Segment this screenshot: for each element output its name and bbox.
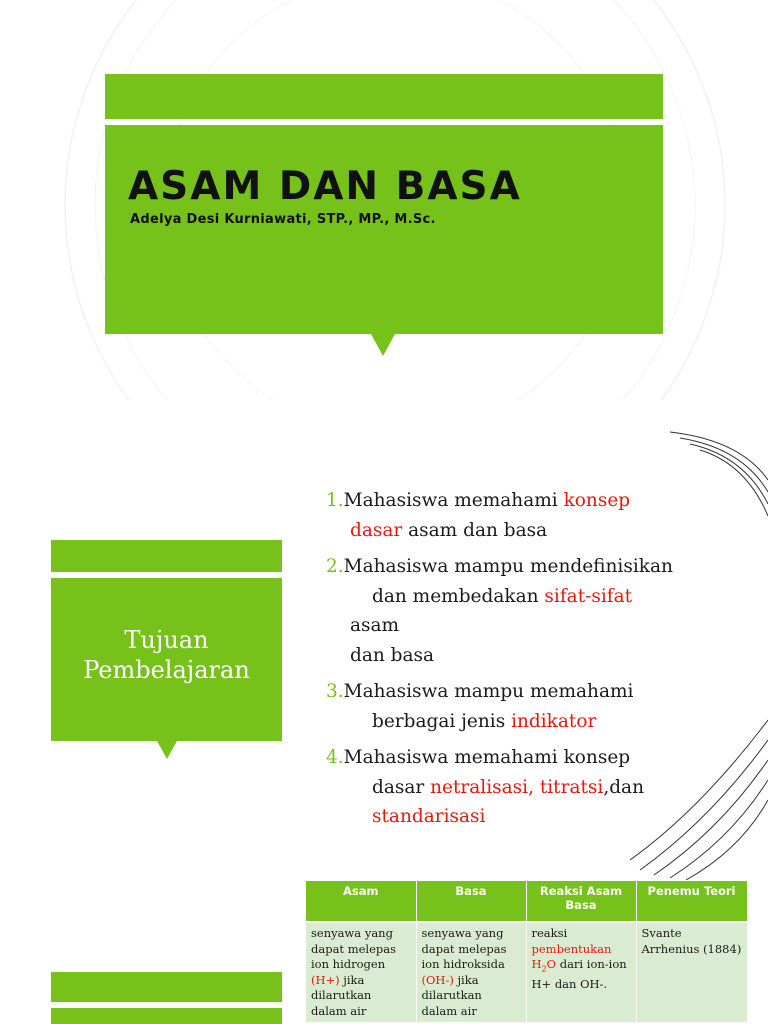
- header-asam: Asam: [306, 881, 416, 922]
- section-heading: Tujuan Pembelajaran: [83, 626, 250, 684]
- heading-top-bar: [51, 540, 282, 572]
- cell-basa: senyawa yang dapat melepas ion hidroksida (OH-) jika dilarutkan dalam air: [416, 922, 526, 1022]
- cell-reaksi: reaksi pembentukan $H_2O$ dari ion-ion H+ dan OH-.: [526, 922, 636, 1022]
- table-row: [306, 922, 747, 1022]
- cell-penemu: Svante Arrhenius (1884): [636, 922, 747, 1022]
- header-penemu: Penemu Teori: [636, 881, 747, 922]
- objective-item: 4.Mahasiswa memahami konsep dasar netralisasi, titratsi,dan standarisasi: [326, 747, 644, 827]
- next-heading-box: [51, 1008, 282, 1024]
- heading-box-pointer: [157, 741, 177, 759]
- author-name: Adelya Desi Kurniawati, STP., MP., M.Sc.: [130, 212, 436, 227]
- title-slide: [0, 0, 768, 400]
- presentation-title: ASAM DAN BASA: [128, 164, 522, 209]
- objective-item: 3.Mahasiswa mampu memahami berbagai jenis indikator: [326, 681, 634, 732]
- header-reaksi: Reaksi Asam Basa: [526, 881, 636, 922]
- next-heading-bar: [51, 972, 282, 1002]
- title-top-bar: [105, 74, 663, 119]
- header-basa: Basa: [416, 881, 526, 922]
- title-box-pointer: [371, 334, 395, 356]
- table-header-row: [306, 881, 747, 922]
- objective-item: 2.Mahasiswa mampu mendefinisikan dan membedakan sifat-sifat asam dan basa: [326, 556, 673, 666]
- objectives-slide: [0, 400, 768, 1024]
- title-box: [105, 125, 663, 334]
- cell-asam: senyawa yang dapat melepas ion hidrogen (H+) jika dilarutkan dalam air: [306, 922, 416, 1022]
- acid-base-table: [306, 881, 748, 1022]
- objective-item: 1.Mahasiswa memahami konsep dasar asam dan basa: [326, 490, 631, 541]
- objectives-list: [326, 486, 756, 839]
